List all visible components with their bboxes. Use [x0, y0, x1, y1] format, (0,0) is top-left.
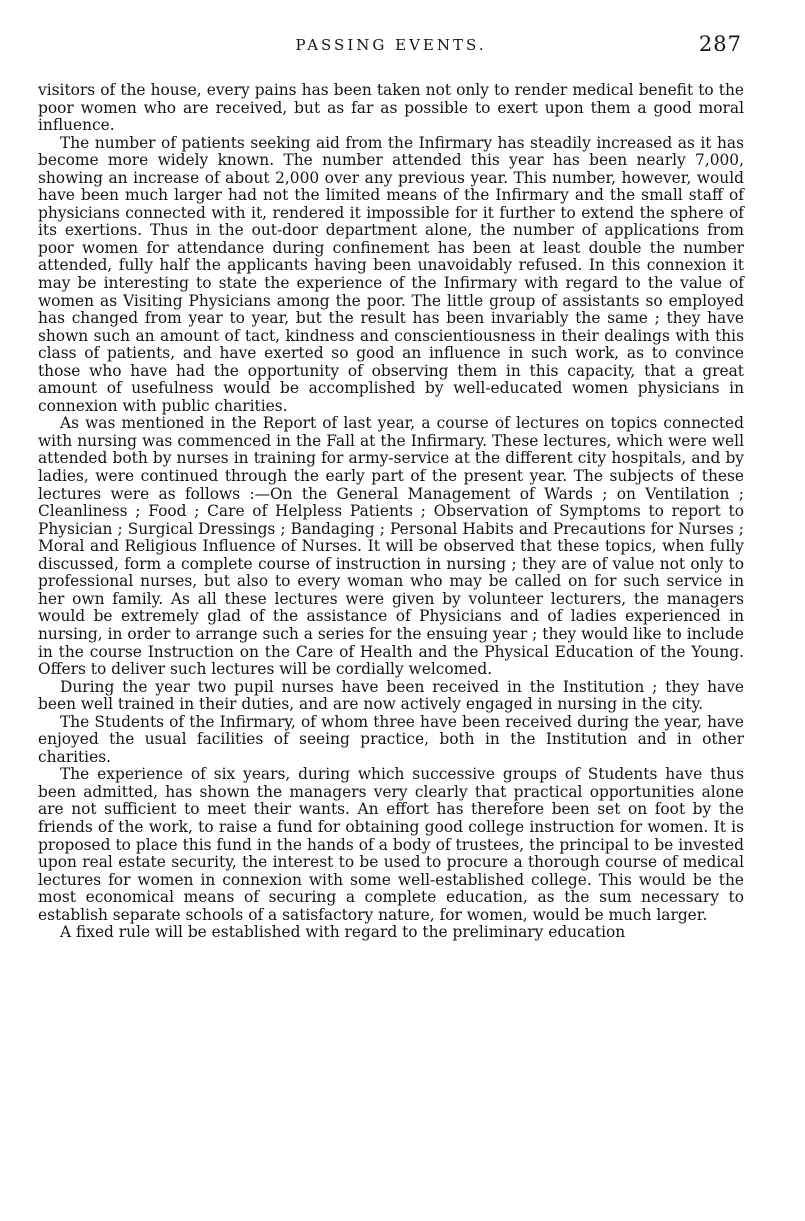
- paragraph-students: The Students of the Infirmary, of whom three have been received during the year, have enjoyed the usual facilities of seeing practice, both in the Institution and in other charities.: [38, 712, 744, 766]
- running-head: [38, 32, 744, 60]
- paragraph-fixed-rule: A fixed rule will be established with regard to the preliminary education: [60, 923, 626, 942]
- page-number: 287: [698, 32, 742, 56]
- body-text: [38, 82, 744, 942]
- paragraph-patient-numbers: The number of patients seeking aid from the Infirmary has steadily increased as it has become more widely known. The number attended this year has been nearly 7,000, showing an increase of about 2,000 over any previous year. This number, however, would have been much larger had not the limited means of the Infirmary and the small staff of physicians connected with it, rendered it impossible for it further to extend the sphere of its exertions. Thus in the out-door department alone, the number of applications from poor women for attendance during confinement has been at least double the number attended, fully half the applicants having been unavoidably refused. In this connexion it may be interesting to state the experience of the Infirmary with regard to the value of women as Visiting Physicians among the poor. The little group of assistants so employed has changed from year to year, but the result has been invariably the same ; they have shown such an amount of tact, kindness and conscientiousness in their dealings with this class of patients, and have exerted so good an influence in such work, as to convince those who have had the opportunity of observing them in this capacity, that a great amount of usefulness would be accomplished by well-educated women physicians in connexion with public charities.: [38, 133, 744, 415]
- paragraph-college-fund: The experience of six years, during which successive groups of Students have thus been admitted, has shown the managers very clearly that practical opportunities alone are not sufficient to meet their wants. An effort has therefore been set on foot by the friends of the work, to raise a fund for obtaining good college instruction for women. It is proposed to place this fund in the hands of a body of trustees, the principal to be invested upon real estate security, the interest to be used to procure a thorough course of medical lectures for women in connexion with some well-established college. This would be the most economical means of securing a complete education, as the sum necessary to establish separate schools of a satisfactory nature, for women, would be much larger.: [38, 765, 744, 924]
- book-page: [38, 32, 744, 942]
- paragraph-pupil-nurses: During the year two pupil nurses have been received in the Institution ; they have been well trained in their duties, and are now actively engaged in nursing in the city.: [38, 677, 744, 714]
- running-title: PASSING EVENTS.: [295, 36, 487, 54]
- paragraph-continued: visitors of the house, every pains has been taken not only to render medical benefit to the poor women who are received, but as far as possible to exert upon them a good moral influence.: [38, 81, 744, 135]
- paragraph-nursing-lectures: As was mentioned in the Report of last year, a course of lectures on topics connected with nursing was commenced in the Fall at the Infirmary. These lectures, which were well attended both by nurses in training for army-service at the different city hospitals, and by ladies, were continued through the early part of the present year. The subjects of these lectures were as follows :—On the General Management of Wards ; on Ventilation ; Cleanliness ; Food ; Care of Helpless Patients ; Observation of Symptoms to report to Physician ; Surgical Dressings ; Bandaging ; Personal Habits and Precautions for Nurses ; Moral and Religious Influence of Nurses. It will be observed that these topics, when fully discussed, form a complete course of instruction in nursing ; they are of value not only to professional nurses, but also to every woman who may be called on for such service in her own family. As all these lectures were given by volunteer lecturers, the managers would be extremely glad of the assistance of Physicians and of ladies experienced in nursing, in order to arrange such a series for the ensuing year ; they would like to include in the course Instruction on the Care of Health and the Physical Education of the Young. Offers to deliver such lectures will be cordially welcomed.: [38, 414, 744, 679]
